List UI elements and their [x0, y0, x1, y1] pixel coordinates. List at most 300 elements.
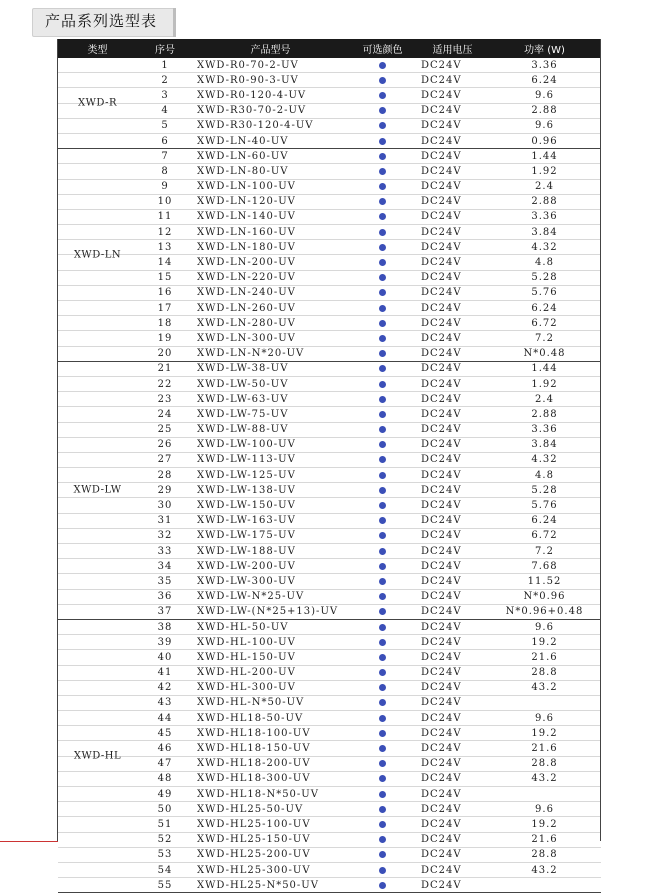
- voltage-cell: DC24V: [421, 165, 462, 177]
- power-cell: 5.28: [531, 484, 558, 496]
- table-row: [58, 590, 601, 605]
- model-cell: XWD-HL-150-UV: [197, 651, 296, 663]
- group-type-label: XWD-HL: [73, 750, 122, 762]
- color-dot-icon: [379, 107, 386, 114]
- seq-cell: 29: [157, 484, 173, 496]
- model-cell: XWD-HL-50-UV: [197, 621, 289, 633]
- model-cell: XWD-LW-N*25-UV: [197, 591, 305, 603]
- power-cell: 9.6: [535, 89, 554, 101]
- seq-cell: 54: [157, 864, 173, 876]
- table-row: [58, 620, 601, 635]
- color-dot-icon: [379, 608, 386, 615]
- type-cell: [58, 286, 137, 300]
- power-cell: 11.52: [527, 575, 562, 587]
- model-cell: XWD-LN-N*20-UV: [197, 348, 305, 360]
- model-cell: XWD-LW-113-UV: [197, 454, 296, 466]
- table-row: [58, 73, 601, 88]
- seq-cell: 16: [157, 287, 173, 299]
- color-dot-icon: [379, 411, 386, 418]
- model-cell: XWD-R30-120-4-UV: [197, 120, 314, 132]
- power-cell: 6.72: [531, 317, 558, 329]
- color-dot-icon: [379, 138, 386, 145]
- type-cell: [58, 711, 137, 725]
- type-cell: [58, 878, 137, 892]
- type-group: [58, 620, 601, 893]
- power-cell: 9.6: [535, 803, 554, 815]
- type-cell: [58, 605, 137, 619]
- table-row: [58, 574, 601, 589]
- header-type: 类型: [87, 45, 108, 56]
- seq-cell: 47: [157, 758, 173, 770]
- table-row: [58, 802, 601, 817]
- seq-cell: 25: [157, 424, 173, 436]
- type-cell: [58, 301, 137, 315]
- color-dot-icon: [379, 669, 386, 676]
- seq-cell: 31: [157, 515, 173, 527]
- color-dot-icon: [379, 77, 386, 84]
- color-cell: [348, 411, 417, 418]
- power-cell: 4.32: [531, 241, 558, 253]
- table-row: [58, 88, 601, 103]
- type-cell: [58, 681, 137, 695]
- voltage-cell: DC24V: [421, 120, 462, 132]
- color-cell: [348, 548, 417, 555]
- table-row: [58, 741, 601, 756]
- color-dot-icon: [379, 745, 386, 752]
- color-cell: [348, 213, 417, 220]
- type-cell: [58, 407, 137, 421]
- seq-cell: 51: [157, 818, 173, 830]
- table-row: [58, 377, 601, 392]
- type-cell: [58, 347, 137, 361]
- model-cell: XWD-LN-160-UV: [197, 226, 296, 238]
- color-dot-icon: [379, 715, 386, 722]
- power-cell: 3.84: [531, 439, 558, 451]
- power-cell: N*0.48: [523, 348, 566, 360]
- voltage-cell: DC24V: [421, 758, 462, 770]
- seq-cell: 43: [157, 697, 173, 709]
- voltage-cell: DC24V: [421, 150, 462, 162]
- power-cell: N*0.96+0.48: [505, 606, 584, 618]
- seq-cell: 52: [157, 834, 173, 846]
- table-row: [58, 681, 601, 696]
- color-cell: [348, 305, 417, 312]
- color-dot-icon: [379, 578, 386, 585]
- table-body: [58, 58, 601, 893]
- color-cell: [348, 593, 417, 600]
- power-cell: 21.6: [531, 651, 558, 663]
- model-cell: XWD-LN-280-UV: [197, 317, 296, 329]
- model-cell: XWD-HL25-300-UV: [197, 864, 311, 876]
- seq-cell: 48: [157, 773, 173, 785]
- color-cell: [348, 684, 417, 691]
- voltage-cell: DC24V: [421, 636, 462, 648]
- table-row: [58, 650, 601, 665]
- table-row: [58, 453, 601, 468]
- voltage-cell: DC24V: [421, 454, 462, 466]
- type-cell: [58, 164, 137, 178]
- voltage-cell: DC24V: [421, 241, 462, 253]
- model-cell: XWD-LW-125-UV: [197, 469, 296, 481]
- color-cell: [348, 320, 417, 327]
- color-dot-icon: [379, 548, 386, 555]
- voltage-cell: DC24V: [421, 606, 462, 618]
- color-cell: [348, 791, 417, 798]
- power-cell: 21.6: [531, 743, 558, 755]
- type-cell: [58, 863, 137, 877]
- table-row: [58, 407, 601, 422]
- model-cell: XWD-LW-175-UV: [197, 530, 296, 542]
- seq-cell: 42: [157, 682, 173, 694]
- model-cell: XWD-R0-70-2-UV: [197, 59, 299, 71]
- color-dot-icon: [379, 259, 386, 266]
- voltage-cell: DC24V: [421, 332, 462, 344]
- power-cell: 28.8: [531, 849, 558, 861]
- power-cell: 19.2: [531, 727, 558, 739]
- table-row: [58, 119, 601, 134]
- type-cell: [58, 453, 137, 467]
- voltage-cell: DC24V: [421, 788, 462, 800]
- voltage-cell: DC24V: [421, 484, 462, 496]
- header-seq: 序号: [155, 45, 175, 56]
- table-row: [58, 104, 601, 119]
- type-cell: [58, 817, 137, 831]
- model-cell: XWD-HL18-150-UV: [197, 743, 311, 755]
- voltage-cell: DC24V: [421, 591, 462, 603]
- type-cell: [58, 58, 137, 72]
- color-cell: [348, 198, 417, 205]
- power-cell: 3.84: [531, 226, 558, 238]
- table-row: [58, 134, 601, 148]
- voltage-cell: DC24V: [421, 515, 462, 527]
- type-cell: [58, 195, 137, 209]
- seq-cell: 3: [161, 89, 169, 101]
- type-cell: [58, 544, 137, 558]
- power-cell: 9.6: [535, 120, 554, 132]
- color-dot-icon: [379, 168, 386, 175]
- model-cell: XWD-LN-300-UV: [197, 332, 296, 344]
- voltage-cell: DC24V: [421, 272, 462, 284]
- voltage-cell: DC24V: [421, 378, 462, 390]
- voltage-cell: DC24V: [421, 363, 462, 375]
- color-cell: [348, 867, 417, 874]
- voltage-cell: DC24V: [421, 697, 462, 709]
- color-cell: [348, 821, 417, 828]
- color-dot-icon: [379, 563, 386, 570]
- power-cell: 28.8: [531, 758, 558, 770]
- voltage-cell: DC24V: [421, 89, 462, 101]
- type-cell: [58, 529, 137, 543]
- model-cell: XWD-LN-120-UV: [197, 196, 296, 208]
- color-cell: [348, 229, 417, 236]
- model-cell: XWD-LN-40-UV: [197, 135, 289, 147]
- type-cell: [58, 696, 137, 710]
- color-dot-icon: [379, 153, 386, 160]
- power-cell: 4.8: [535, 257, 554, 269]
- color-dot-icon: [379, 274, 386, 281]
- type-group: [58, 149, 601, 362]
- color-cell: [348, 274, 417, 281]
- table-row: [58, 301, 601, 316]
- model-cell: XWD-LW-88-UV: [197, 424, 289, 436]
- color-dot-icon: [379, 381, 386, 388]
- table-row: [58, 210, 601, 225]
- table-row: [58, 483, 601, 498]
- model-cell: XWD-LW-138-UV: [197, 484, 296, 496]
- table-row: [58, 286, 601, 301]
- seq-cell: 36: [157, 591, 173, 603]
- table-row: [58, 240, 601, 255]
- power-cell: 43.2: [531, 773, 558, 785]
- color-cell: [348, 122, 417, 129]
- table-row: [58, 605, 601, 619]
- color-cell: [348, 639, 417, 646]
- power-cell: 7.68: [531, 560, 558, 572]
- color-cell: [348, 365, 417, 372]
- seq-cell: 24: [157, 408, 173, 420]
- table-row: [58, 878, 601, 892]
- seq-cell: 38: [157, 621, 173, 633]
- model-cell: XWD-HL25-50-UV: [197, 803, 304, 815]
- bottom-rule: [0, 841, 58, 842]
- model-cell: XWD-HL25-150-UV: [197, 834, 311, 846]
- table-row: [58, 635, 601, 650]
- type-cell: [58, 134, 137, 148]
- model-cell: XWD-HL18-100-UV: [197, 727, 311, 739]
- table-row: [58, 696, 601, 711]
- power-cell: 1.92: [531, 378, 558, 390]
- seq-cell: 2: [161, 74, 169, 86]
- power-cell: 5.28: [531, 272, 558, 284]
- color-dot-icon: [379, 502, 386, 509]
- color-cell: [348, 699, 417, 706]
- table-row: [58, 180, 601, 195]
- color-dot-icon: [379, 867, 386, 874]
- table-row: [58, 514, 601, 529]
- seq-cell: 21: [157, 363, 173, 375]
- seq-cell: 26: [157, 439, 173, 451]
- model-cell: XWD-LW-163-UV: [197, 515, 296, 527]
- power-cell: 4.8: [535, 469, 554, 481]
- seq-cell: 13: [157, 241, 173, 253]
- voltage-cell: DC24V: [421, 879, 462, 891]
- color-cell: [348, 244, 417, 251]
- seq-cell: 41: [157, 667, 173, 679]
- color-cell: [348, 608, 417, 615]
- table-row: [58, 331, 601, 346]
- power-cell: 43.2: [531, 682, 558, 694]
- type-cell: [58, 514, 137, 528]
- table-row: [58, 711, 601, 726]
- voltage-cell: DC24V: [421, 348, 462, 360]
- power-cell: 2.4: [535, 181, 554, 193]
- voltage-cell: DC24V: [421, 530, 462, 542]
- color-cell: [348, 350, 417, 357]
- seq-cell: 27: [157, 454, 173, 466]
- model-cell: XWD-HL25-N*50-UV: [197, 879, 319, 891]
- color-cell: [348, 153, 417, 160]
- voltage-cell: DC24V: [421, 302, 462, 314]
- model-cell: XWD-LW-150-UV: [197, 500, 296, 512]
- seq-cell: 35: [157, 575, 173, 587]
- seq-cell: 9: [161, 181, 169, 193]
- color-cell: [348, 517, 417, 524]
- seq-cell: 22: [157, 378, 173, 390]
- color-dot-icon: [379, 532, 386, 539]
- model-cell: XWD-LW-38-UV: [197, 363, 289, 375]
- voltage-cell: DC24V: [421, 849, 462, 861]
- power-cell: 19.2: [531, 636, 558, 648]
- color-dot-icon: [379, 183, 386, 190]
- power-cell: 2.88: [531, 105, 558, 117]
- color-dot-icon: [379, 593, 386, 600]
- voltage-cell: DC24V: [421, 408, 462, 420]
- voltage-cell: DC24V: [421, 803, 462, 815]
- seq-cell: 1: [161, 59, 169, 71]
- table-row: [58, 438, 601, 453]
- model-cell: XWD-LW-75-UV: [197, 408, 289, 420]
- seq-cell: 55: [157, 879, 173, 891]
- power-cell: 6.72: [531, 530, 558, 542]
- power-cell: 0.96: [531, 135, 558, 147]
- table-row: [58, 271, 601, 286]
- voltage-cell: DC24V: [421, 469, 462, 481]
- power-cell: 6.24: [531, 302, 558, 314]
- color-cell: [348, 578, 417, 585]
- power-cell: 19.2: [531, 818, 558, 830]
- seq-cell: 40: [157, 651, 173, 663]
- model-cell: XWD-LW-(N*25+13)-UV: [197, 606, 339, 618]
- power-cell: 4.32: [531, 454, 558, 466]
- table-row: [58, 392, 601, 407]
- type-cell: [58, 423, 137, 437]
- type-cell: [58, 392, 137, 406]
- color-dot-icon: [379, 289, 386, 296]
- color-dot-icon: [379, 730, 386, 737]
- power-cell: 1.92: [531, 165, 558, 177]
- type-group: [58, 362, 601, 620]
- power-cell: 43.2: [531, 864, 558, 876]
- seq-cell: 11: [157, 211, 173, 223]
- seq-cell: 18: [157, 317, 173, 329]
- color-cell: [348, 335, 417, 342]
- voltage-cell: DC24V: [421, 424, 462, 436]
- seq-cell: 5: [161, 120, 169, 132]
- voltage-cell: DC24V: [421, 181, 462, 193]
- voltage-cell: DC24V: [421, 105, 462, 117]
- color-cell: [348, 92, 417, 99]
- table-row: [58, 529, 601, 544]
- seq-cell: 12: [157, 226, 173, 238]
- model-cell: XWD-HL18-300-UV: [197, 773, 311, 785]
- power-cell: 9.6: [535, 621, 554, 633]
- table-row: [58, 164, 601, 179]
- power-cell: 3.36: [531, 211, 558, 223]
- color-dot-icon: [379, 654, 386, 661]
- table-row: [58, 863, 601, 878]
- voltage-cell: DC24V: [421, 500, 462, 512]
- color-dot-icon: [379, 198, 386, 205]
- voltage-cell: DC24V: [421, 211, 462, 223]
- model-cell: XWD-R0-120-4-UV: [197, 89, 307, 101]
- group-type-label: XWD-LN: [73, 249, 122, 261]
- seq-cell: 15: [157, 272, 173, 284]
- table-row: [58, 347, 601, 361]
- color-cell: [348, 851, 417, 858]
- seq-cell: 14: [157, 257, 173, 269]
- table-row: [58, 757, 601, 772]
- color-cell: [348, 502, 417, 509]
- power-cell: 3.36: [531, 424, 558, 436]
- voltage-cell: DC24V: [421, 727, 462, 739]
- color-cell: [348, 472, 417, 479]
- voltage-cell: DC24V: [421, 682, 462, 694]
- seq-cell: 28: [157, 469, 173, 481]
- voltage-cell: DC24V: [421, 651, 462, 663]
- model-cell: XWD-HL-N*50-UV: [197, 697, 305, 709]
- model-cell: XWD-HL-100-UV: [197, 636, 296, 648]
- header-model: 产品型号: [250, 45, 291, 56]
- seq-cell: 19: [157, 332, 173, 344]
- header-voltage: 适用电压: [432, 45, 473, 56]
- color-dot-icon: [379, 229, 386, 236]
- group-type-label: XWD-LW: [73, 484, 122, 496]
- color-cell: [348, 745, 417, 752]
- power-cell: 7.2: [535, 332, 554, 344]
- color-dot-icon: [379, 441, 386, 448]
- model-cell: XWD-HL-300-UV: [197, 682, 296, 694]
- power-cell: N*0.96: [523, 591, 566, 603]
- color-cell: [348, 669, 417, 676]
- seq-cell: 6: [161, 135, 169, 147]
- color-cell: [348, 715, 417, 722]
- power-cell: 1.44: [531, 363, 558, 375]
- color-dot-icon: [379, 122, 386, 129]
- color-cell: [348, 62, 417, 69]
- voltage-cell: DC24V: [421, 196, 462, 208]
- seq-cell: 50: [157, 803, 173, 815]
- model-cell: XWD-LN-180-UV: [197, 241, 296, 253]
- color-cell: [348, 259, 417, 266]
- voltage-cell: DC24V: [421, 560, 462, 572]
- color-cell: [348, 138, 417, 145]
- seq-cell: 8: [161, 165, 169, 177]
- type-cell: [58, 726, 137, 740]
- table-row: [58, 817, 601, 832]
- color-dot-icon: [379, 365, 386, 372]
- table-row: [58, 316, 601, 331]
- table-row: [58, 58, 601, 73]
- table-row: [58, 666, 601, 681]
- power-cell: 6.24: [531, 74, 558, 86]
- model-cell: XWD-LW-100-UV: [197, 439, 296, 451]
- table-row: [58, 468, 601, 483]
- seq-cell: 33: [157, 545, 173, 557]
- type-cell: [58, 848, 137, 862]
- selection-table: [58, 39, 601, 893]
- color-dot-icon: [379, 320, 386, 327]
- seq-cell: 39: [157, 636, 173, 648]
- model-cell: XWD-LN-60-UV: [197, 150, 289, 162]
- voltage-cell: DC24V: [421, 834, 462, 846]
- seq-cell: 23: [157, 393, 173, 405]
- color-dot-icon: [379, 851, 386, 858]
- voltage-cell: DC24V: [421, 287, 462, 299]
- type-cell: [58, 362, 137, 376]
- power-cell: 5.76: [531, 287, 558, 299]
- color-cell: [348, 760, 417, 767]
- color-dot-icon: [379, 624, 386, 631]
